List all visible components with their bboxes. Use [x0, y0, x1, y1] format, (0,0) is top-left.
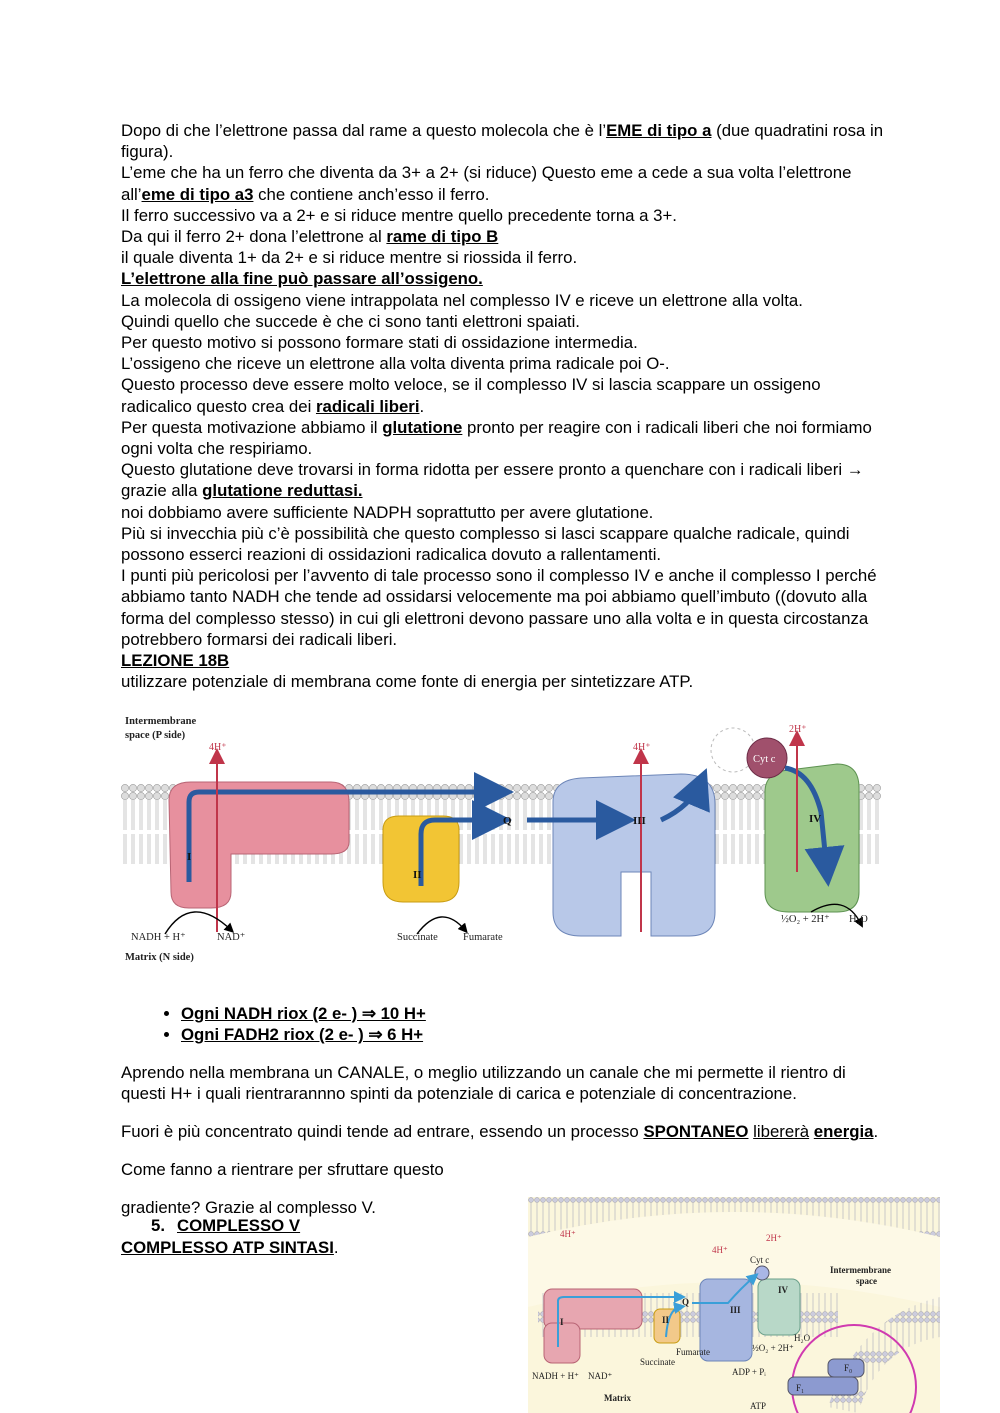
- text-run: Questo glutatione deve trovarsi in forma ridotta per essere pronto a quenchare con i radicali liberi → grazie alla: [121, 460, 864, 501]
- complex-i-label: I: [187, 851, 192, 863]
- text-run: gradiente? Grazie al complesso V.: [121, 1198, 376, 1218]
- etc-figure: [121, 712, 881, 972]
- paragraph: [121, 1062, 881, 1104]
- f0-label: F₀: [844, 1363, 853, 1373]
- emphasized-text: glutatione: [382, 417, 463, 437]
- h-plus-label: 2H⁺: [789, 724, 807, 735]
- paragraph: [121, 353, 891, 374]
- text-run: Questo processo deve essere molto veloce, se il complesso IV si lascia scappare un ossigeno radicalico questo crea dei: [121, 375, 821, 416]
- paragraph: [121, 290, 891, 311]
- bullet-item: • Ogni NADH riox (2 e- ) ⇒ 10 H+: [181, 1003, 891, 1024]
- paragraph: [121, 120, 891, 162]
- ims-label-2: space (P side): [125, 730, 186, 741]
- complex-ii-label: II: [662, 1315, 670, 1325]
- complex-iv-label: IV: [778, 1285, 789, 1295]
- emphasized-text: rame di tipo B: [386, 227, 499, 247]
- cytc-label: Cyt c: [750, 1255, 770, 1265]
- etc-diagram: [121, 712, 881, 972]
- text-run: I punti più pericolosi per l’avvento di tale processo sono il complesso IV e anche il complesso I perché abbiamo tanto NADH che tende ad ossidarsi velocemente ma poi abbiamo quell’imbuto ((dovuto alla forma del complesso stesso) in cui gli elettroni devono passare uno alla volta e in questa circostanza potrebbero formarsi dei radicali liberi.: [121, 566, 877, 649]
- succinate-label: Succinate: [640, 1357, 675, 1367]
- paragraph: [121, 671, 891, 692]
- paragraph: [121, 162, 891, 204]
- text-run: Dopo di che l’elettrone passa dal rame a questo molecola che è l’: [121, 121, 607, 140]
- paragraph: [121, 268, 891, 289]
- paragraph: [121, 247, 891, 268]
- oxygen-label: ½O₂ + 2H⁺: [752, 1343, 794, 1353]
- paragraph: [121, 459, 891, 501]
- fumarate-label: Fumarate: [676, 1347, 710, 1357]
- paragraph: [121, 1159, 881, 1180]
- ims-label: Intermembrane: [830, 1265, 891, 1275]
- complex-iii-label: III: [730, 1305, 741, 1315]
- text-run: .: [419, 396, 425, 416]
- paragraph: [121, 332, 891, 353]
- ims-label-2: space: [856, 1276, 877, 1286]
- text-run: Quindi quello che succede è che ci sono tanti elettroni spaiati.: [121, 311, 580, 331]
- succinate-label: Succinate: [397, 932, 438, 943]
- paragraph: [121, 311, 891, 332]
- paragraph: [121, 502, 891, 523]
- atp-synthase-figure: [528, 1197, 940, 1413]
- oxygen-label: ½O₂ + 2H⁺: [781, 914, 830, 925]
- matrix-label: Matrix (N side): [125, 952, 194, 963]
- cytc-label: Cyt c: [753, 754, 776, 765]
- text-run: .: [873, 1122, 879, 1142]
- section-subtitle: COMPLESSO ATP SINTASI: [121, 1238, 334, 1257]
- emphasized-text: libererà: [753, 1122, 810, 1142]
- text-run: Per questa motivazione abbiamo il: [121, 417, 383, 437]
- emphasized-text: eme di tipo a3: [141, 184, 254, 204]
- emphasized-text: SPONTANEO: [643, 1122, 749, 1142]
- f1-label: F₁: [796, 1383, 805, 1393]
- h-plus-label: 4H⁺: [209, 742, 227, 753]
- paragraph: [121, 205, 891, 226]
- paragraph: [121, 417, 891, 459]
- text-run: utilizzare potenziale di membrana come fonte di energia per sintetizzare ATP.: [121, 672, 694, 692]
- h-plus-label: 4H⁺: [633, 742, 651, 753]
- page-text: [121, 120, 891, 692]
- text-run: che contiene anch’esso il ferro.: [253, 184, 490, 204]
- nad-label: NAD⁺: [217, 932, 246, 943]
- paragraph: [121, 650, 891, 671]
- fumarate-label: Fumarate: [463, 932, 503, 943]
- ubiquinone-label: Q: [682, 1297, 690, 1307]
- complex-iii-label: III: [633, 815, 646, 827]
- text-run: Più si invecchia più c’è possibilità che questo complesso si lasci scappare qualche radicale, quindi possono esserci reazioni di ossidazioni radicalica dovuto a rallentamenti.: [121, 523, 850, 565]
- paragraph: [121, 565, 891, 650]
- section-subtitle-line: COMPLESSO ATP SINTASI.: [121, 1238, 339, 1257]
- text-run: La molecola di ossigeno viene intrappolata nel complesso IV e riceve un elettrone alla volta.: [121, 290, 803, 310]
- text-run: Aprendo nella membrana un CANALE, o meglio utilizzando un canale che mi permette il rientro di questi H+ i quali rientrarannno spinti da potenziale di carica e potenziale di concentrazione.: [121, 1063, 846, 1104]
- bullet-list: [121, 1003, 891, 1045]
- text-run: Fuori è più concentrato quindi tende ad entrare, essendo un processo: [121, 1122, 644, 1142]
- ubiquinone-label: Q: [503, 815, 512, 827]
- emphasized-text: EME di tipo a: [606, 121, 712, 140]
- text-run: noi dobbiamo avere sufficiente NADPH soprattutto per avere glutatione.: [121, 502, 654, 522]
- complex-iv-label: IV: [809, 813, 822, 825]
- emphasized-text: radicali liberi: [315, 396, 420, 416]
- after-text: [121, 1062, 881, 1218]
- h-plus-label: 2H⁺: [766, 1233, 782, 1243]
- text-run: L’ossigeno che riceve un elettrone alla volta diventa prima radicale poi O-.: [121, 354, 670, 374]
- atp-synthase-diagram: [528, 1197, 940, 1413]
- text-run: (due quadratini rosa in figura).: [121, 121, 884, 162]
- complex-i-shape: [169, 782, 349, 908]
- text-run: il quale diventa 1+ da 2+ e si riduce mentre si riossida il ferro.: [121, 248, 578, 268]
- complex-ii-label: II: [413, 869, 422, 881]
- emphasized-text: L’elettrone alla fine può passare all’ossigeno.: [121, 269, 483, 289]
- matrix-label: Matrix: [604, 1393, 631, 1403]
- ims-label: Intermembrane: [125, 716, 197, 727]
- water-label: H₂O: [849, 914, 868, 925]
- nadh-label: NADH + H⁺: [532, 1371, 579, 1381]
- paragraph: [121, 226, 891, 247]
- complex-i-label: I: [560, 1317, 564, 1327]
- text-run: pronto per reagire con i radicali liberi che noi formiamo ogni volta che respiriamo.: [121, 417, 872, 459]
- text-run: Il ferro successivo va a 2+ e si riduce mentre quello precedente torna a 3+.: [121, 205, 677, 225]
- emphasized-text: glutatione reduttasi.: [202, 481, 363, 501]
- paragraph: [121, 374, 891, 416]
- text-run: L’eme che ha un ferro che diventa da 3+ a 2+ (si riduce) Questo eme a cede a sua volta l’elettrone all’: [121, 163, 852, 204]
- section-heading: [151, 1216, 300, 1236]
- h-plus-label: 4H⁺: [560, 1229, 576, 1239]
- adp-label: ADP + Pᵢ: [732, 1367, 766, 1377]
- text-run: Come fanno a rientrare per sfruttare questo: [121, 1160, 444, 1180]
- bullet-item: • Ogni FADH2 riox (2 e- ) ⇒ 6 H+: [181, 1024, 891, 1045]
- paragraph: [121, 1121, 881, 1142]
- text-run: Da qui il ferro 2+ dona l’elettrone al: [121, 227, 387, 247]
- emphasized-text: LEZIONE 18B: [121, 651, 230, 671]
- nad-label: NAD⁺: [588, 1371, 613, 1381]
- water-label: H₂O: [794, 1333, 811, 1343]
- section-number: 5.: [151, 1216, 165, 1235]
- paragraph: [121, 523, 891, 565]
- section-title: COMPLESSO V: [177, 1216, 301, 1235]
- emphasized-text: energia: [813, 1122, 874, 1142]
- h-plus-label: 4H⁺: [712, 1245, 728, 1255]
- text-run: Per questo motivo si possono formare stati di ossidazione intermedia.: [121, 333, 638, 353]
- atp-label: ATP: [750, 1401, 767, 1411]
- nadh-label: NADH + H⁺: [131, 932, 186, 943]
